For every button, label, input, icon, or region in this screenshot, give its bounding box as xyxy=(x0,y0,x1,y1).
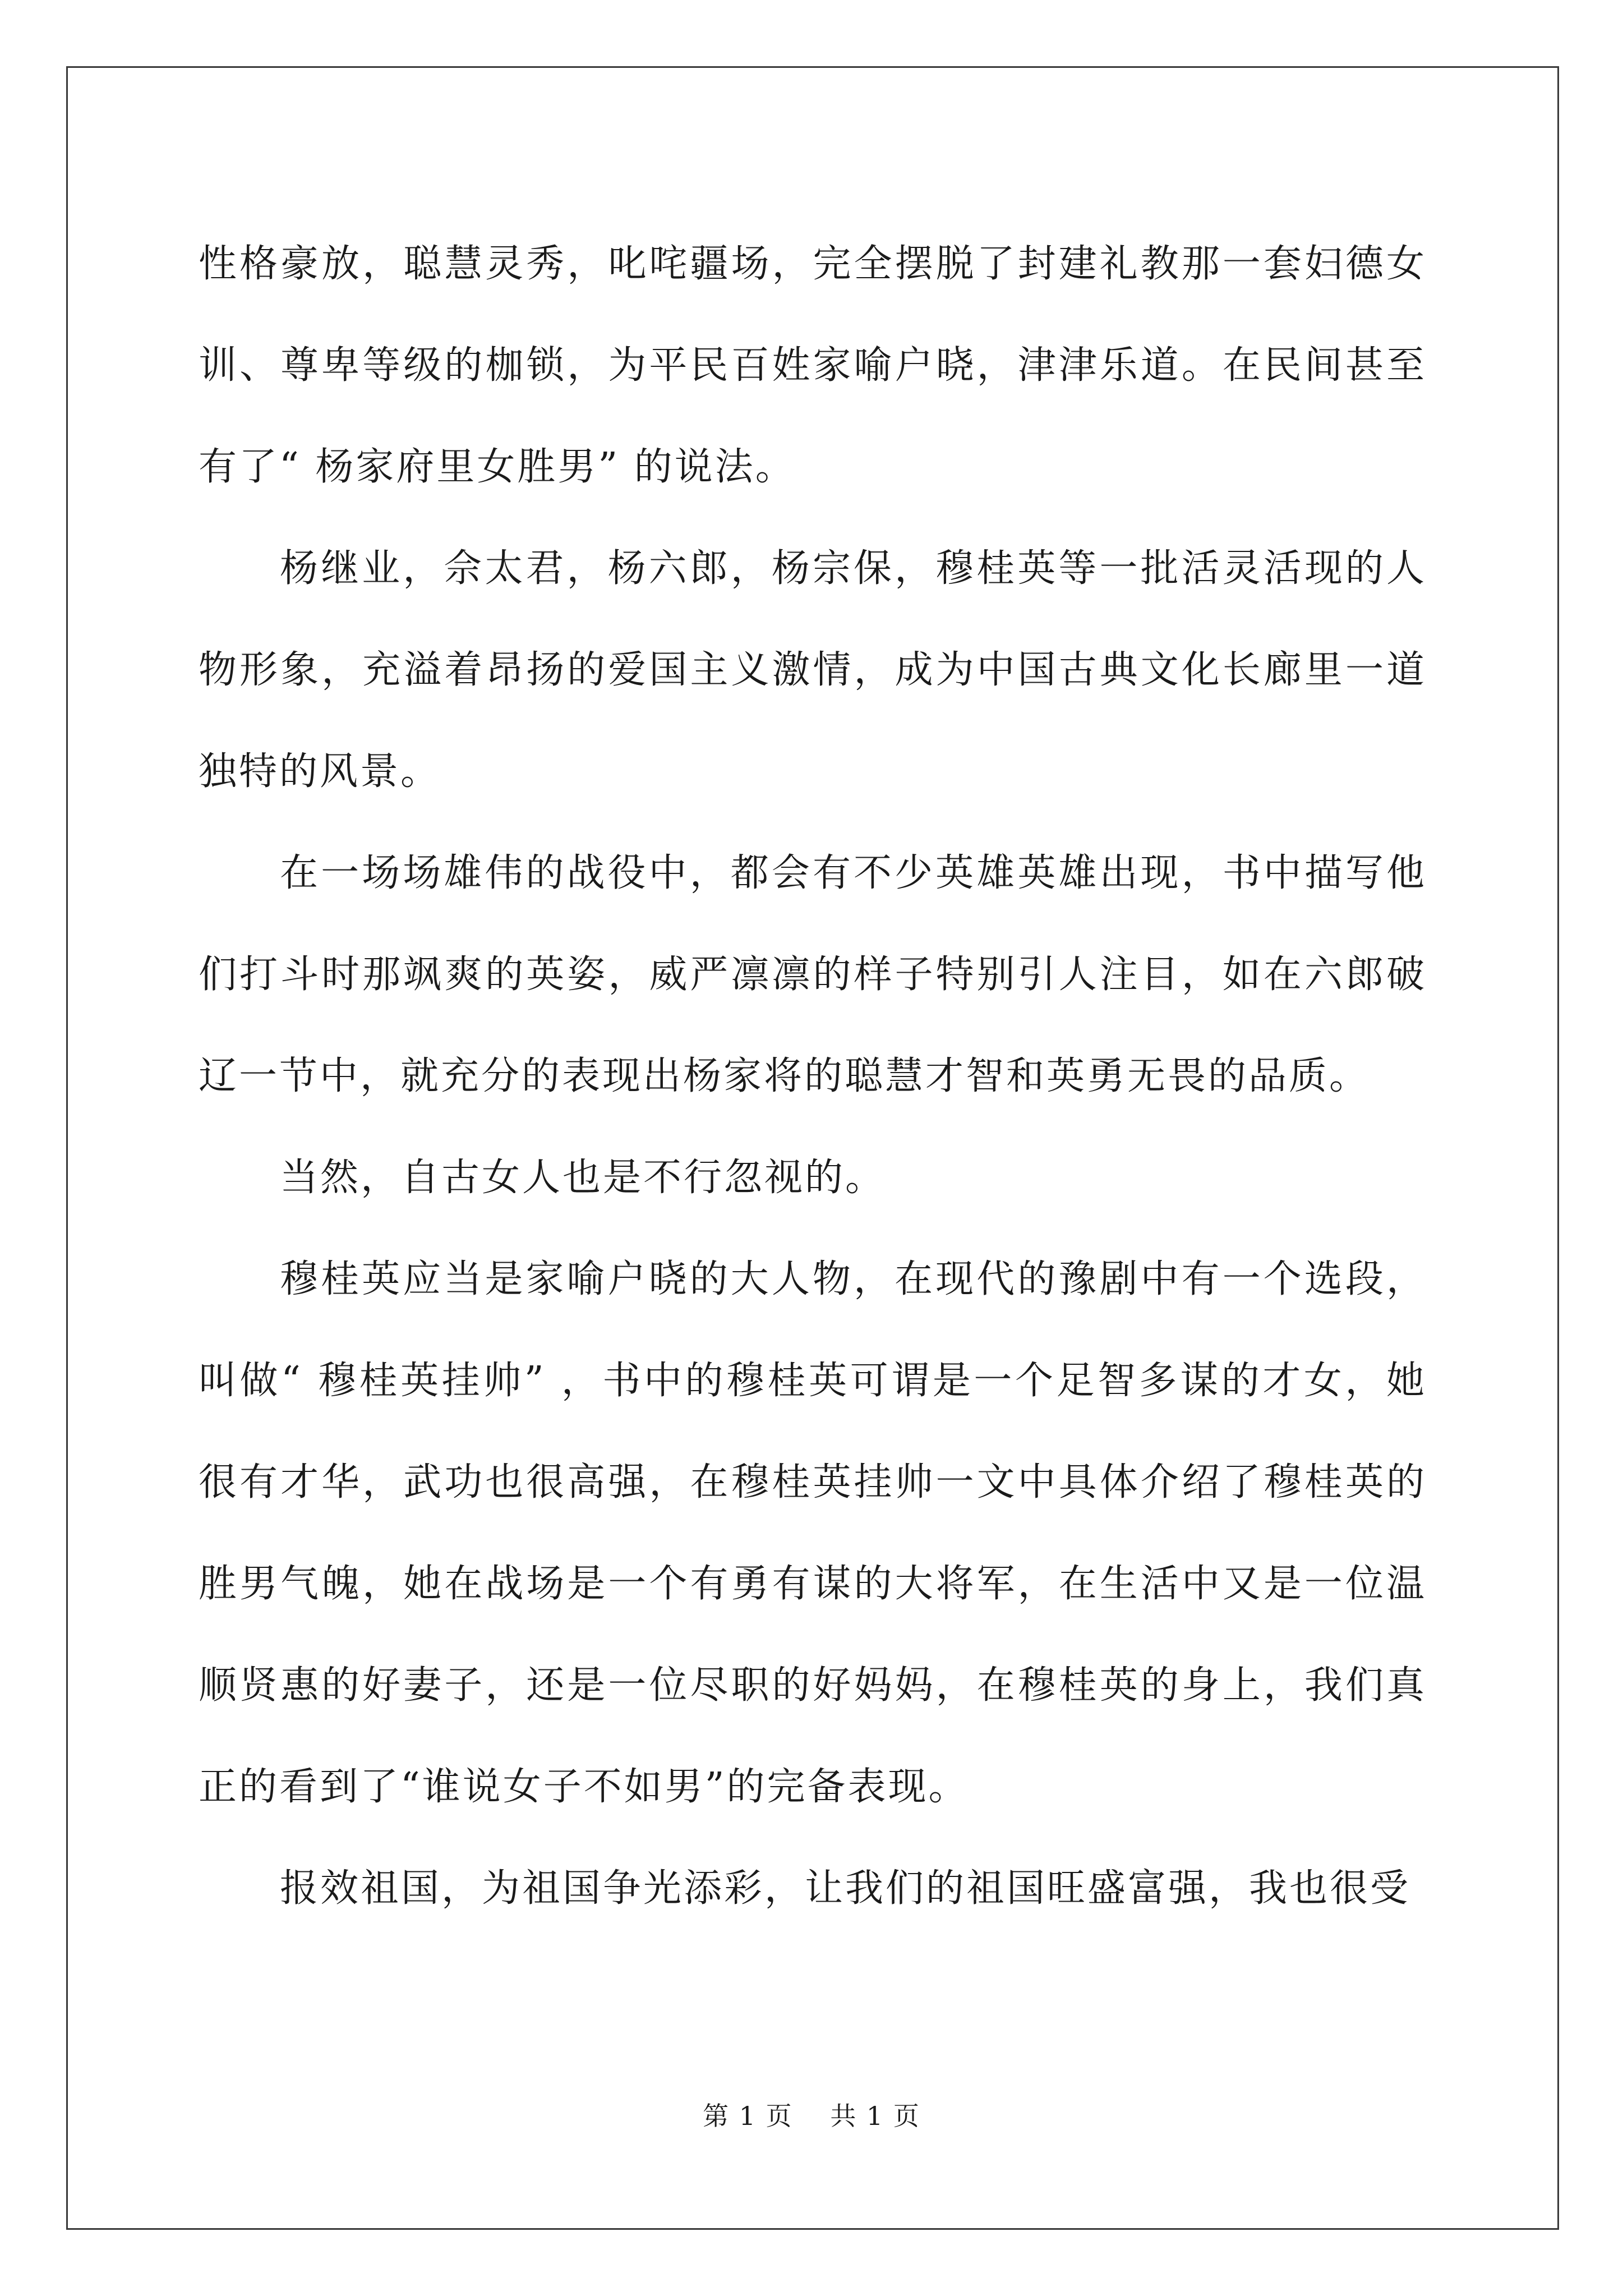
document-body xyxy=(199,213,1427,1939)
page-footer xyxy=(0,2099,1623,2133)
paragraph-2: 杨继业，佘太君，杨六郎，杨宗保，穆桂英等一批活灵活现的人物形象，充溢着昂扬的爱国主义激情，成为中国古典文化长廊里一道独特的风景。 xyxy=(199,546,1427,794)
paragraph-6: 报效祖国，为祖国争光添彩，让我们的祖国旺盛富强，我也很受 xyxy=(280,1866,1411,1911)
total-pages: 共 1 页 xyxy=(830,2101,920,2131)
paragraph-3: 在一场场雄伟的战役中，都会有不少英雄英雄出现，书中描写他们打斗时那飒爽的英姿，威严凛凛的样子特别引人注目，如在六郎破辽一节中，就充分的表现出杨家将的聪慧才智和英勇无畏的品质。 xyxy=(199,851,1427,1098)
current-page-number: 第 1 页 xyxy=(703,2101,793,2131)
paragraph-5: 穆桂英应当是家喻户晓的大人物，在现代的豫剧中有一个选段，叫做“ 穆桂英挂帅” ，书中的穆桂英可谓是一个足智多谋的才女，她很有才华，武功也很高强，在穆桂英挂帅一文中具体介绍了穆桂英的胜男气魄，她在战场是一个有勇有谋的大将军，在生活中又是一位温顺贤惠的好妻子，还是一位尽职的好妈妈，在穆桂英的身上，我们真正的看到了“谁说女子不如男”的完备表现。 xyxy=(199,1257,1427,1809)
paragraph-4: 当然，自古女人也是不行忽视的。 xyxy=(280,1156,886,1200)
paragraph-1: 性格豪放，聪慧灵秀，叱咤疆场，完全摆脱了封建礼教那一套妇德女训、尊卑等级的枷锁，为平民百姓家喻户晓，津津乐道。在民间甚至有了“ 杨家府里女胜男” 的说法。 xyxy=(199,242,1427,489)
